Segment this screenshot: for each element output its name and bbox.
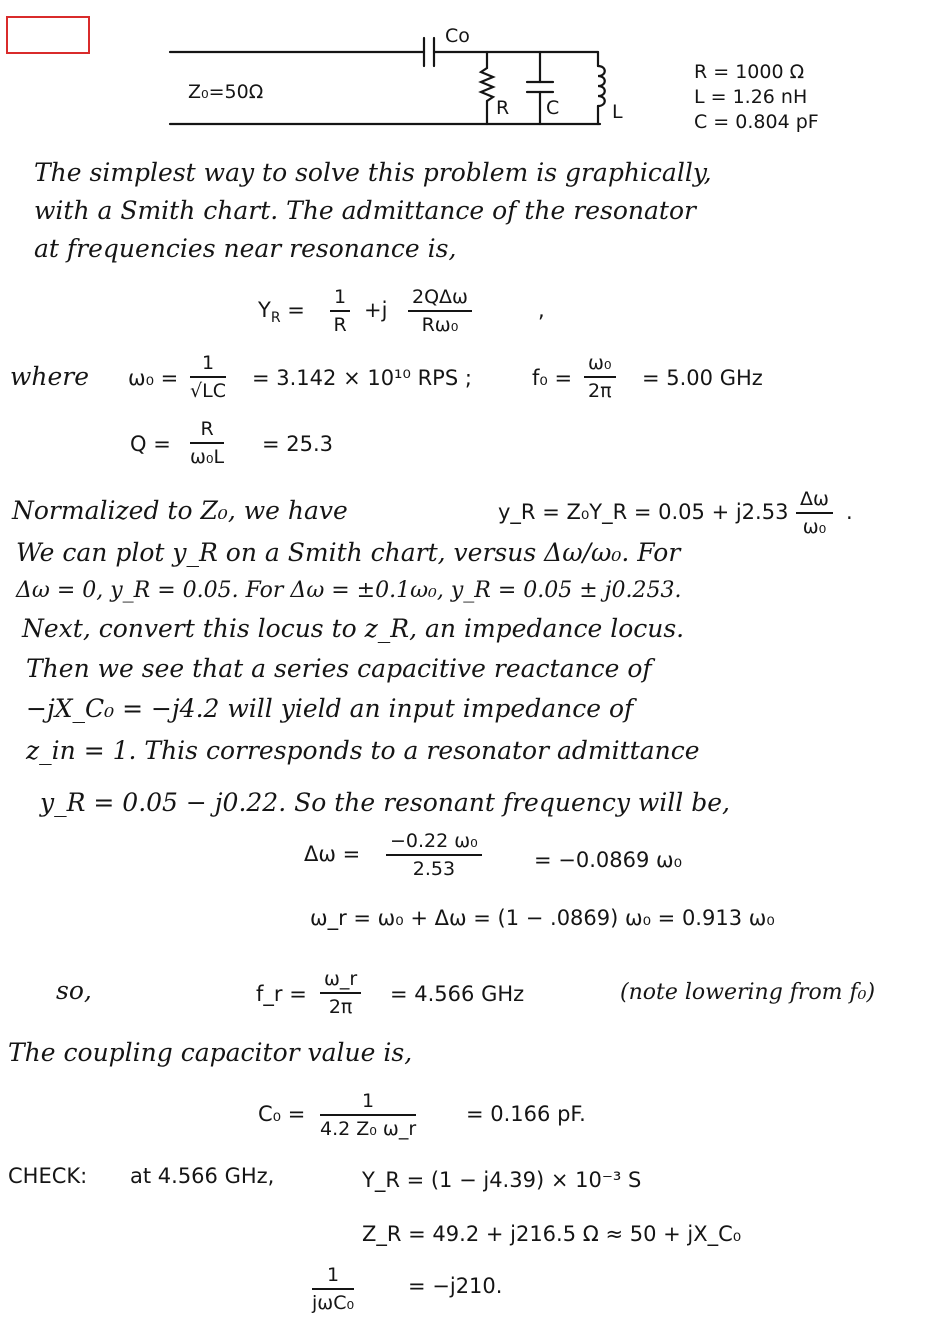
coupling-text: The coupling capacitor value is, [8,1038,413,1067]
intro-line-1: The simplest way to solve this problem is graphically, [34,158,712,187]
fr-note: (note lowering from f₀) [620,980,876,1005]
eq-yr-frac-2: 2QΔω Rω₀ [408,286,472,336]
circuit-diagram [0,0,936,140]
line-impedance-label: Z₀=50Ω [188,81,264,103]
norm-line-1-tail: . [846,500,853,524]
inductor-coil [598,66,605,106]
check-at: at 4.566 GHz, [130,1164,275,1188]
norm-line-7: z_in = 1. This corresponds to a resonator admittance [26,736,700,765]
r-value: R = 1000 Ω [694,61,805,83]
norm-line-6: −jX_C₀ = −j4.2 will yield an input impedance of [26,694,634,723]
norm-line-3: Δω = 0, y_R = 0.05. For Δω = ±0.1ω₀, y_R = 0.05 ± j0.253. [16,578,682,603]
resistor-symbol [481,68,493,101]
check-last-value: = −j210. [408,1274,503,1298]
q-lhs: Q = [130,432,171,456]
f0-frac: $\frac{\text{ω₀}}{2\pi}$ [584,352,616,402]
check-last-frac: 1 jωC₀ [312,1264,355,1314]
check-label: CHECK: [8,1164,88,1188]
intro-line-2: with a Smith chart. The admittance of the resonator [34,196,696,225]
coupling-lhs: C₀ = [258,1102,306,1126]
fr-value: = 4.566 GHz [390,982,525,1006]
eq-yr-tail: , [538,298,545,322]
delta-lhs: Δω = [304,842,361,866]
so-label: so, [56,976,92,1005]
norm-line-8: y_R = 0.05 − j0.22. So the resonant frequency will be, [40,788,730,817]
w0-frac: $\frac{1}{√LC}$ [190,352,226,402]
norm-line-1-frac: $\frac{\Delta\omega}{\text{ω₀}}$ [796,488,833,538]
eq-yr-lhs: $Y_R$ = [258,298,305,327]
resistor-label: R [496,97,510,119]
intro-line-3: at frequencies near resonance is, [34,234,457,263]
coupling-frac: $\frac{1}{\text{4.2 Z₀ ω\_r}}$ [320,1090,417,1140]
check-yr: Y_R = (1 − j4.39) × 10⁻³ S [362,1168,642,1192]
delta-value: = −0.0869 ω₀ [534,848,683,872]
norm-line-2: We can plot y_R on a Smith chart, versus Δω/ω₀. For [16,538,681,567]
q-value: = 25.3 [262,432,334,456]
c-value: C = 0.804 pF [694,111,819,133]
norm-line-5: Then we see that a series capacitive reactance of [26,654,652,683]
norm-line-4: Next, convert this locus to z_R, an impedance locus. [22,614,685,643]
w0-lhs: ω₀ = [128,366,179,390]
capacitor-c-label: C [546,97,560,119]
l-value: L = 1.26 nH [694,86,808,108]
q-frac: $\frac{R}{\text{ω₀L}}$ [190,418,225,468]
eq-yr-plus-j: +j [364,298,388,322]
fr-lhs: f_r = [256,982,307,1006]
f0-value: = 5.00 GHz [642,366,763,390]
norm-line-1-text: Normalized to Z₀, we have [12,496,348,525]
w0-value: = 3.142 × 10¹⁰ RPS ; [252,366,472,390]
check-zr: Z_R = 49.2 + j216.5 Ω ≈ 50 + jX_C₀ [362,1222,742,1246]
where-label: where [10,362,90,391]
coupling-value: = 0.166 pF. [466,1102,586,1126]
eq-yr-frac-1: $\frac{1}{R}$ [330,286,350,336]
fr-frac: $\frac{\omega\_r}{2\pi}$ [320,968,361,1018]
inductor-label: L [612,101,623,123]
f0-lhs: f₀ = [532,366,573,390]
delta-frac: $\frac{\text{−0.22 ω₀}}{2.53}$ [386,830,482,880]
capacitor-co-label: Co [445,25,470,47]
wr-equation: ω_r = ω₀ + Δω = (1 − .0869) ω₀ = 0.913 ω₀ [310,906,775,930]
norm-line-1-eq: y_R = Z₀Y_R = 0.05 + j2.53 [498,500,789,524]
